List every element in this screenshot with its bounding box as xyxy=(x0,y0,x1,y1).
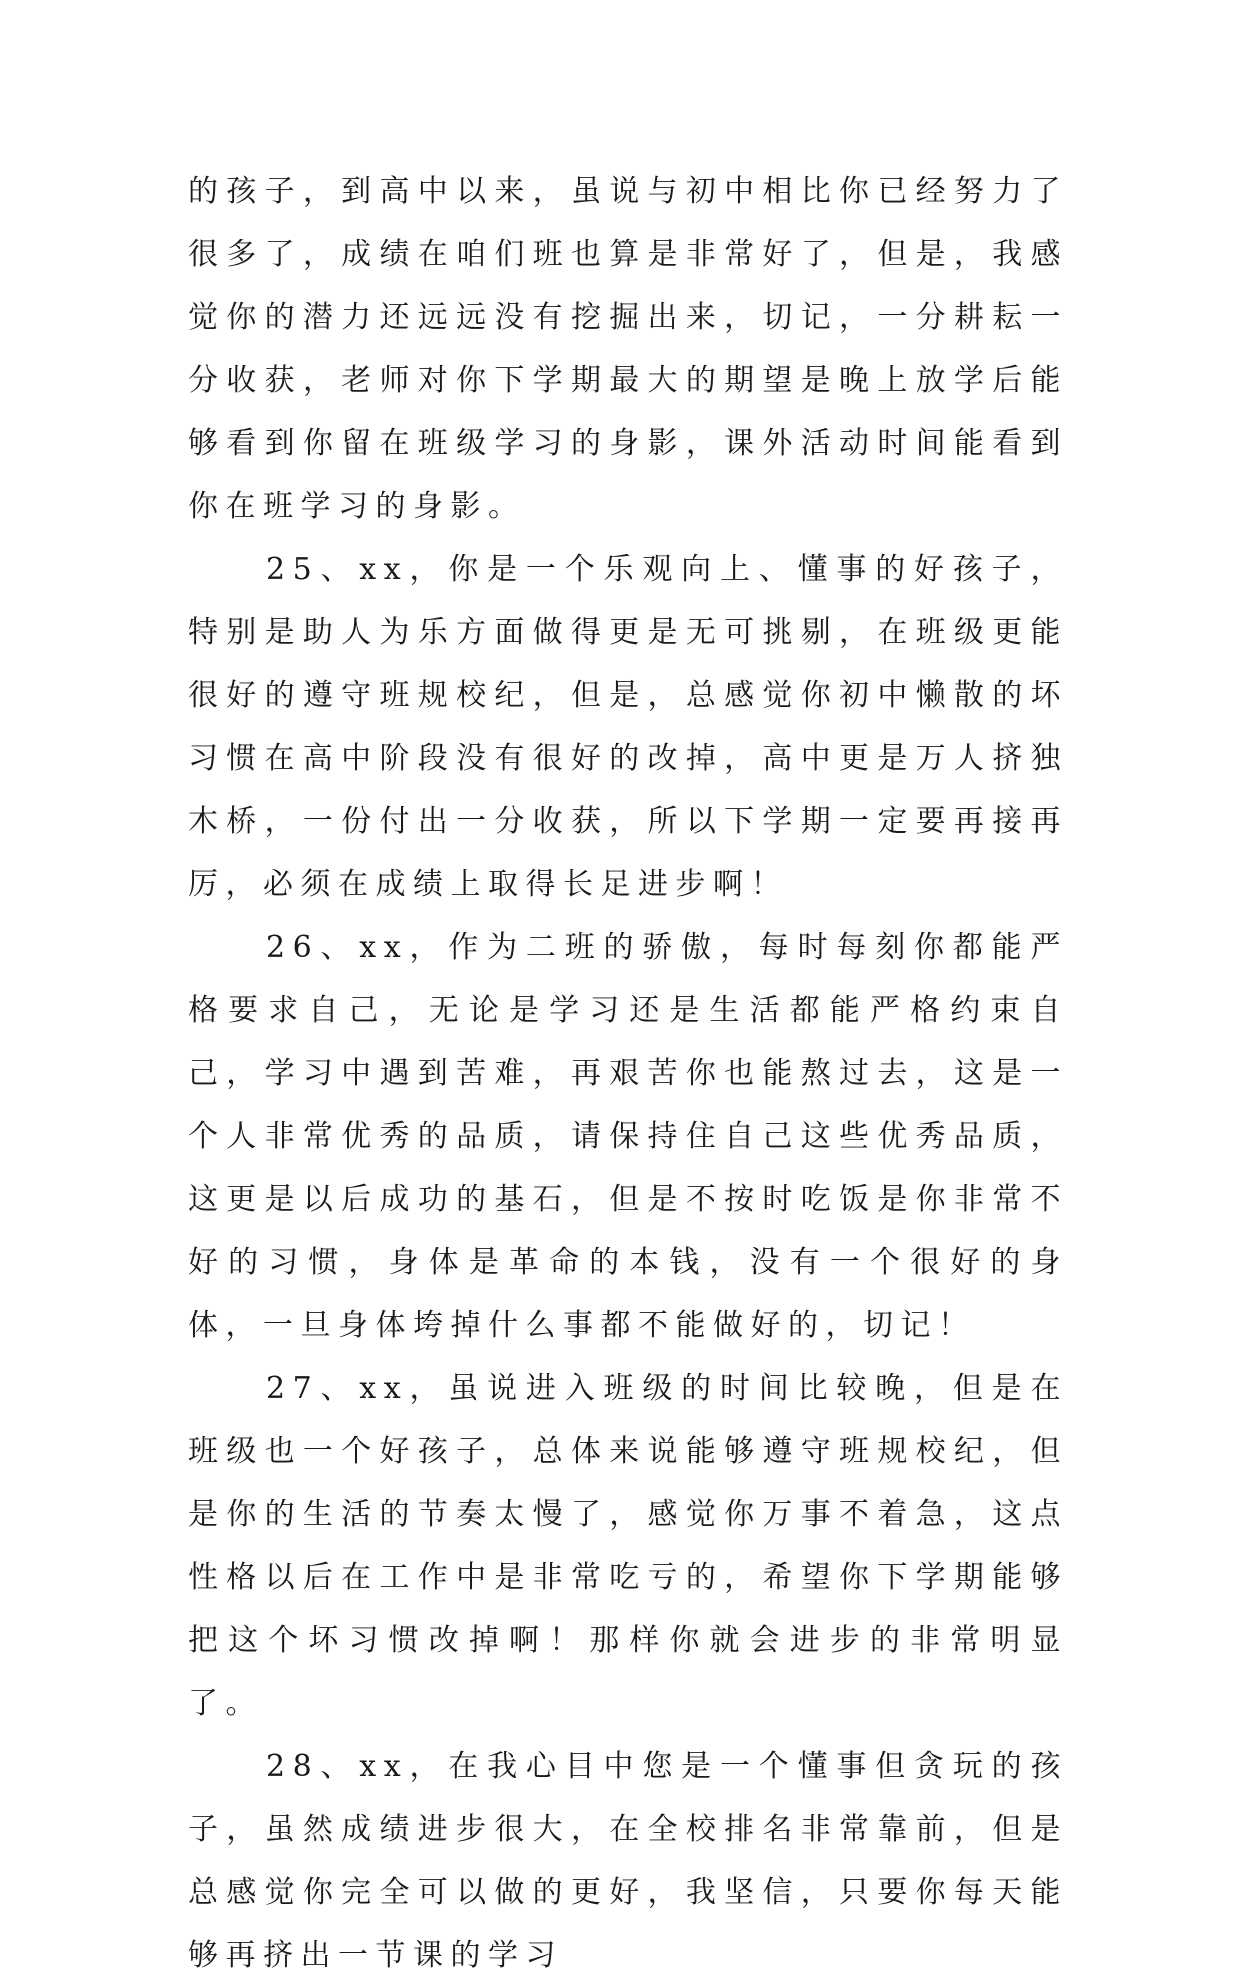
paragraph-continuation: 的孩子，到高中以来，虽说与初中相比你已经努力了很多了，成绩在咱们班也算是非常好了，但是，我感觉你的潜力还远远没有挖掘出来，切记，一分耕耘一分收获，老师对你下学期最大的期望是晚上放学后能够看到你留在班级学习的身影，课外活动时间能看到你在班学习的身影。 xyxy=(188,174,1068,524)
paragraph-28: 28、xx，在我心目中您是一个懂事但贪玩的孩子，虽然成绩进步很大，在全校排名非常靠前，但是总感觉你完全可以做的更好，我坚信，只要你每天能够再挤出一节课的学习 xyxy=(188,1749,1068,1973)
document-body xyxy=(188,160,1068,1987)
paragraph-27: 27、xx，虽说进入班级的时间比较晚，但是在班级也一个好孩子，总体来说能够遵守班规校纪，但是你的生活的节奏太慢了，感觉你万事不着急，这点性格以后在工作中是非常吃亏的，希望你下学期能够把这个坏习惯改掉啊！那样你就会进步的非常明显了。 xyxy=(188,1371,1068,1721)
paragraph-26: 26、xx，作为二班的骄傲，每时每刻你都能严格要求自己，无论是学习还是生活都能严格约束自己，学习中遇到苦难，再艰苦你也能熬过去，这是一个人非常优秀的品质，请保持住自己这些优秀品质，这更是以后成功的基石，但是不按时吃饭是你非常不好的习惯，身体是革命的本钱，没有一个很好的身体，一旦身体垮掉什么事都不能做好的，切记！ xyxy=(188,930,1068,1343)
paragraph-25: 25、xx，你是一个乐观向上、懂事的好孩子，特别是助人为乐方面做得更是无可挑剔，在班级更能很好的遵守班规校纪，但是，总感觉你初中懒散的坏习惯在高中阶段没有很好的改掉，高中更是万人挤独木桥，一份付出一分收获，所以下学期一定要再接再厉，必须在成绩上取得长足进步啊！ xyxy=(188,552,1068,902)
